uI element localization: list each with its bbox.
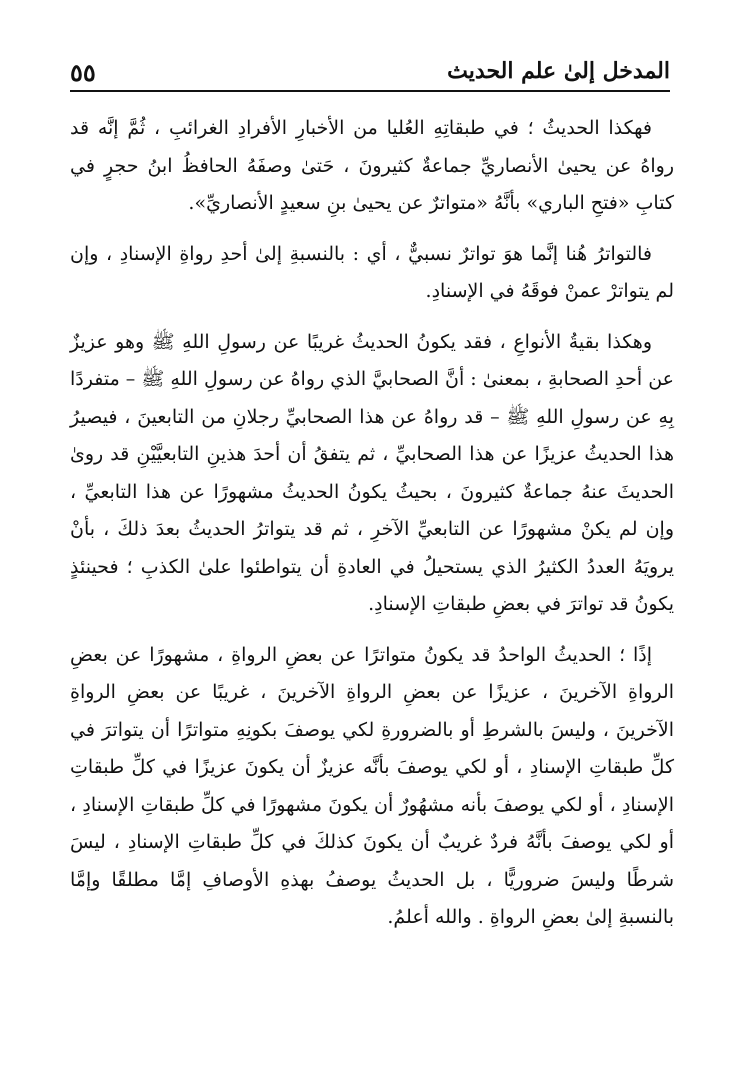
running-title: المدخل إلىٰ علم الحديث (447, 58, 670, 84)
paragraph-2: فالتواترُ هُنا إنَّما هوَ تواترٌ نسبيٌّ ، أي : بالنسبةِ إلىٰ أحدِ رواةِ الإسنادِ ، وإن لم يتواترْ عمنْ فوقَهُ في الإسنادِ. (70, 242, 674, 302)
paragraph-3: وهكذا بقيةُ الأنواعِ ، فقد يكونُ الحديثُ غريبًا عن رسولِ اللهِ ﷺ وهو عزيزٌ عن أحدِ الصحابةِ ، بمعنىٰ : أنَّ الصحابيَّ الذي رواهُ عن رسولِ اللهِ ﷺ – متفردًا بِهِ عن رسولِ اللهِ ﷺ – قد رواهُ عن هذا الصحابيِّ رجلانِ من التابعينَ ، فيصيرُ هذا الحديثُ عزيزًا عن هذا الصحابيِّ ، ثم يتفقُ أن أحدَ هذينِ التابعيَّيْنِ قد روىٰ الحديثَ عنهُ جماعةٌ كثيرونَ ، بحيثُ يكونُ الحديثُ مشهورًا عن هذا التابعيِّ ، وإن لم يكنْ مشهورًا عن التابعيِّ الآخرِ ، ثم قد يتواترُ الحديثُ بعدَ ذلكَ ، بأنْ يرويَهُ العددُ الكثيرُ الذي يستحيلُ في العادةِ أن يتواطئوا علىٰ الكذبِ ؛ فحينئذٍ يكونُ قد تواترَ في بعضِ طبقاتِ الإسنادِ. (70, 330, 674, 615)
paragraph-1: فهكذا الحديثُ ؛ في طبقاتِهِ العُليا من الأخبارِ الأفرادِ الغرائبِ ، ثُمَّ إنَّه قد رواهُ عن يحيىٰ الأنصاريِّ جماعةٌ كثيرونَ ، حَتىٰ وصفَهُ الحافظُ ابنُ حجرٍ في كتابِ «فتحِ الباري» بأنَّهُ «متواترٌ عن يحيىٰ بنِ سعيدٍ الأنصاريِّ». (70, 117, 674, 214)
page-number: ٥٥ (70, 58, 96, 87)
body-text (70, 110, 674, 950)
page-header (70, 56, 670, 92)
paragraph-4: إذًا ؛ الحديثُ الواحدُ قد يكونُ متواترًا عن بعضِ الرواةِ ، مشهورًا عن بعضِ الرواةِ الآخرينَ ، عزيزًا عن بعضِ الرواةِ الآخرينَ ، غريبًا عن بعضِ الرواةِ الآخرينَ ، وليسَ بالشرطِ أو بالضرورةِ لكي يوصفَ بكونِهِ متواترًا أن يتواترَ في كلِّ طبقاتِ الإسنادِ ، أو لكي يوصفَ بأنَّه عزيزٌ أن يكونَ عزيزًا في كلِّ طبقاتِ الإسنادِ ، أو لكي يوصفَ بأنه مشهُورٌ أن يكونَ مشهورًا في كلِّ طبقاتِ الإسنادِ ، أو لكي يوصفَ بأنَّهُ فردٌ غريبٌ أن يكونَ كذلكَ في كلِّ طبقاتِ الإسنادِ ، ليسَ شرطًا وليسَ ضروريًّا ، بل الحديثُ يوصفُ بهذهِ الأوصافِ إمَّا مطلقًا وإمَّا بالنسبةِ إلىٰ بعضِ الرواةِ . والله أعلمُ. (70, 643, 674, 928)
